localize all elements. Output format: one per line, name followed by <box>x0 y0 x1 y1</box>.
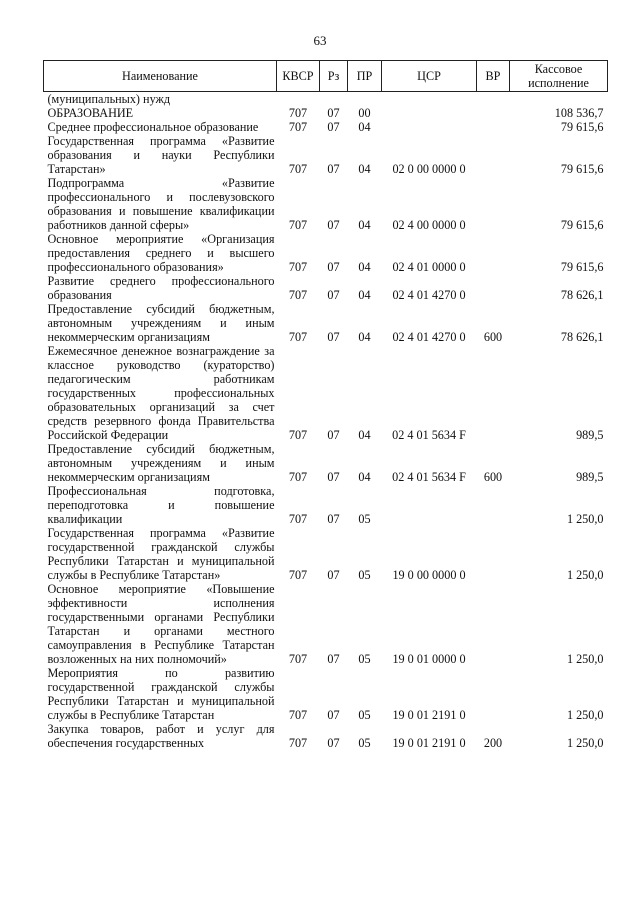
row-rz: 07 <box>327 470 340 484</box>
page-number: 63 <box>313 33 327 48</box>
row-name: Основное мероприятие «Повышение эффективности исполнения государственными органами Республики Татарстан и органами местного самоуправления в Республике Татарстан возложенных на них полномочий» <box>47 582 275 666</box>
row-csr <box>382 92 477 107</box>
row-rz: 07 <box>327 162 340 176</box>
row-rz <box>320 92 348 107</box>
table-row <box>44 92 608 107</box>
row-name: Подпрограмма «Развитие профессионального и послевузовского образования и повышение квалификации работников данной сферы» <box>47 176 275 232</box>
table-row <box>44 484 608 526</box>
row-sum: 79 615,6 <box>560 218 604 232</box>
row-sum: 79 615,6 <box>560 120 604 134</box>
row-vr <box>477 526 510 582</box>
row-pr: 05 <box>358 568 371 582</box>
table-row <box>44 134 608 176</box>
row-pr: 05 <box>358 736 371 750</box>
row-sum: 1 250,0 <box>566 708 604 722</box>
row-csr: 02 4 01 0000 0 <box>392 260 466 274</box>
row-kvsr: 707 <box>288 218 308 232</box>
row-csr <box>382 120 477 134</box>
row-name: Основное мероприятие «Организация предоставления среднего и высшего профессионального образования» <box>47 232 275 274</box>
row-name: Профессиональная подготовка, переподготовка и повышение квалификации <box>47 484 275 526</box>
row-kvsr: 707 <box>288 106 308 120</box>
row-kvsr: 707 <box>288 568 308 582</box>
row-name: Развитие среднего профессионального образования <box>47 274 275 302</box>
row-pr: 04 <box>358 120 371 134</box>
row-sum: 108 536,7 <box>554 106 604 120</box>
row-csr: 19 0 00 0000 0 <box>392 568 466 582</box>
table-body <box>44 92 608 751</box>
row-rz: 07 <box>327 708 340 722</box>
row-vr <box>477 666 510 722</box>
row-sum: 79 615,6 <box>560 162 604 176</box>
row-rz: 07 <box>327 120 340 134</box>
table-row <box>44 582 608 666</box>
row-vr <box>477 582 510 666</box>
row-rz: 07 <box>327 288 340 302</box>
row-vr: 600 <box>483 470 503 484</box>
row-pr: 04 <box>358 428 371 442</box>
table-row <box>44 302 608 344</box>
row-kvsr: 707 <box>288 260 308 274</box>
row-rz: 07 <box>327 218 340 232</box>
header-pr: ПР <box>348 61 382 92</box>
row-csr: 19 0 01 0000 0 <box>392 652 466 666</box>
row-csr: 19 0 01 2191 0 <box>392 708 466 722</box>
row-kvsr: 707 <box>288 736 308 750</box>
row-kvsr: 707 <box>288 708 308 722</box>
table-row <box>44 442 608 484</box>
row-sum <box>510 92 608 107</box>
table-header-row <box>44 61 608 92</box>
row-kvsr: 707 <box>288 428 308 442</box>
row-csr: 02 0 00 0000 0 <box>392 162 466 176</box>
row-pr: 04 <box>358 470 371 484</box>
row-name: Государственная программа «Развитие государственной гражданской службы Республики Татарстан и муниципальной службы в Республике Татарстан» <box>47 526 275 582</box>
row-csr <box>382 484 477 526</box>
row-name: Мероприятия по развитию государственной гражданской службы Республики Татарстан и муниципальной службы в Республике Татарстан <box>47 666 275 722</box>
row-vr <box>477 120 510 134</box>
header-sum: Кассовое исполнение <box>510 61 608 92</box>
row-kvsr: 707 <box>288 162 308 176</box>
row-sum: 78 626,1 <box>560 288 604 302</box>
row-csr: 02 4 01 4270 0 <box>392 330 466 344</box>
row-name: Среднее профессиональное образование <box>47 120 259 134</box>
row-kvsr: 707 <box>288 330 308 344</box>
header-kvsr: КВСР <box>277 61 320 92</box>
row-vr <box>477 344 510 442</box>
row-kvsr: 707 <box>288 288 308 302</box>
budget-table <box>43 60 608 750</box>
table-row <box>44 666 608 722</box>
row-pr: 00 <box>358 106 371 120</box>
row-sum: 1 250,0 <box>566 736 604 750</box>
row-kvsr: 707 <box>288 512 308 526</box>
row-vr <box>477 232 510 274</box>
table-row <box>44 120 608 134</box>
row-sum: 989,5 <box>576 470 604 484</box>
row-pr: 04 <box>358 330 371 344</box>
row-pr: 05 <box>358 512 371 526</box>
header-vr: ВР <box>477 61 510 92</box>
row-kvsr: 707 <box>288 652 308 666</box>
row-sum: 1 250,0 <box>566 652 604 666</box>
row-vr <box>477 274 510 302</box>
row-vr <box>477 106 510 120</box>
row-csr: 02 4 01 4270 0 <box>392 288 466 302</box>
row-kvsr: 707 <box>288 120 308 134</box>
row-csr: 02 4 01 5634 F <box>392 470 466 484</box>
row-name: ОБРАЗОВАНИЕ <box>47 106 134 120</box>
row-csr: 02 4 00 0000 0 <box>392 218 466 232</box>
row-pr: 05 <box>358 708 371 722</box>
row-pr: 04 <box>358 260 371 274</box>
row-vr <box>477 484 510 526</box>
row-vr <box>477 134 510 176</box>
table-row <box>44 176 608 232</box>
row-rz: 07 <box>327 106 340 120</box>
table-row <box>44 722 608 750</box>
row-name: Государственная программа «Развитие образования и науки Республики Татарстан» <box>47 134 275 176</box>
row-rz: 07 <box>327 568 340 582</box>
header-csr: ЦСР <box>382 61 477 92</box>
row-csr: 19 0 01 2191 0 <box>392 736 466 750</box>
row-name: Предоставление субсидий бюджетным, автономным учреждениям и иным некоммерческим организациям <box>47 302 275 344</box>
row-vr <box>477 92 510 107</box>
row-vr <box>477 176 510 232</box>
row-rz: 07 <box>327 512 340 526</box>
row-rz: 07 <box>327 736 340 750</box>
row-name: (муниципальных) нужд <box>47 92 171 106</box>
header-rz: Рз <box>320 61 348 92</box>
row-sum: 79 615,6 <box>560 260 604 274</box>
row-vr: 200 <box>483 736 503 750</box>
row-kvsr: 707 <box>288 470 308 484</box>
row-name: Закупка товаров, работ и услуг для обеспечения государственных <box>47 722 275 750</box>
row-rz: 07 <box>327 428 340 442</box>
row-pr: 04 <box>358 288 371 302</box>
row-pr: 04 <box>358 218 371 232</box>
row-sum: 78 626,1 <box>560 330 604 344</box>
table-row <box>44 344 608 442</box>
row-sum: 1 250,0 <box>566 568 604 582</box>
row-sum: 1 250,0 <box>566 512 604 526</box>
row-csr: 02 4 01 5634 F <box>392 428 466 442</box>
row-kvsr <box>277 92 320 107</box>
row-rz: 07 <box>327 260 340 274</box>
table-row <box>44 274 608 302</box>
row-name: Ежемесячное денежное вознаграждение за классное руководство (кураторство) педагогическим работникам государственных профессиональных образовательных организаций за счет средств резервного фонда Правительства Российской Федерации <box>47 344 275 442</box>
row-pr <box>348 92 382 107</box>
row-pr: 05 <box>358 652 371 666</box>
row-rz: 07 <box>327 652 340 666</box>
table-row <box>44 232 608 274</box>
table-row <box>44 106 608 120</box>
row-rz: 07 <box>327 330 340 344</box>
row-csr <box>382 106 477 120</box>
row-name: Предоставление субсидий бюджетным, автономным учреждениям и иным некоммерческим организациям <box>47 442 275 484</box>
header-name: Наименование <box>44 61 277 92</box>
row-pr: 04 <box>358 162 371 176</box>
row-vr: 600 <box>483 330 503 344</box>
table-row <box>44 526 608 582</box>
row-sum: 989,5 <box>576 428 604 442</box>
